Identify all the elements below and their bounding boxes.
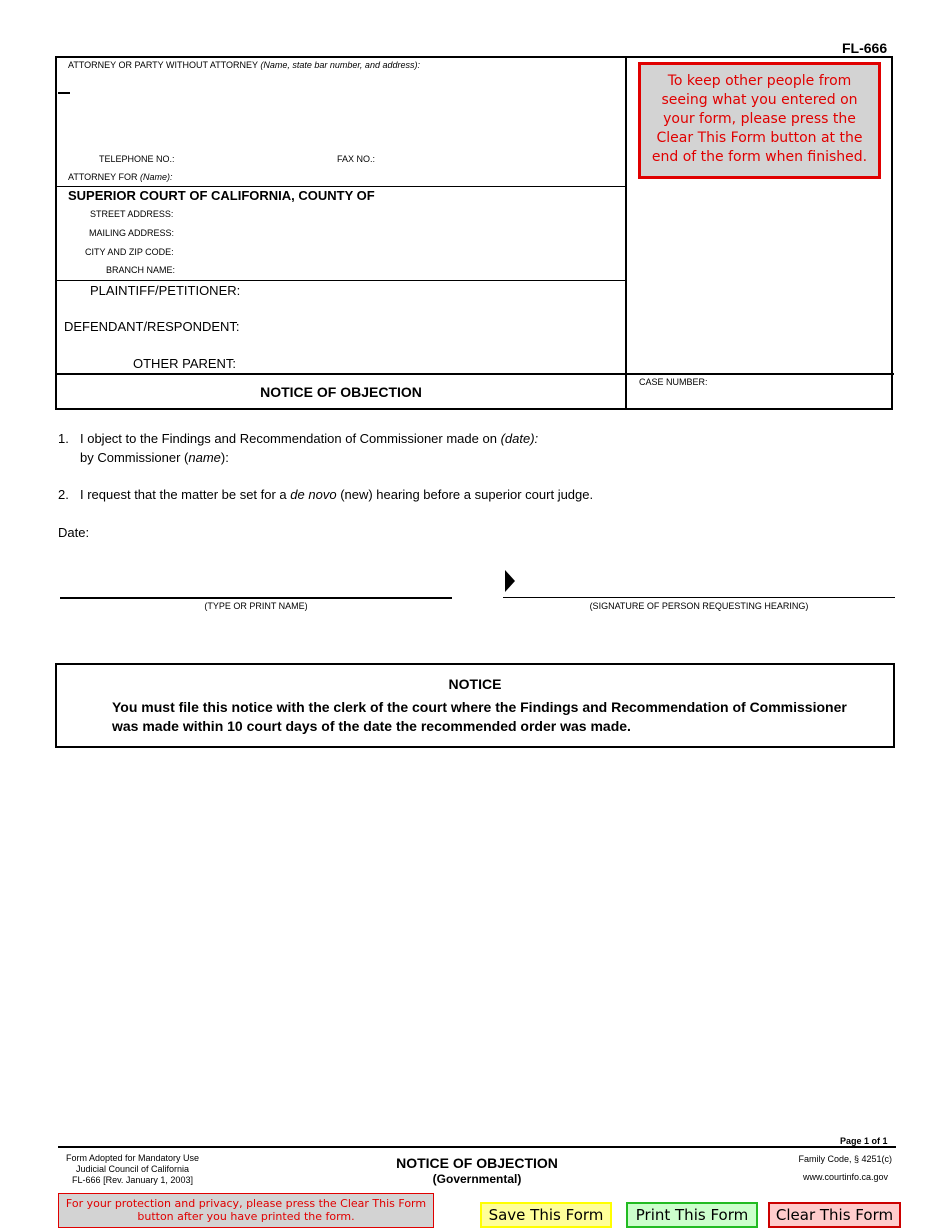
notice-title: NOTICE [448,676,502,692]
print-form-button[interactable]: Print This Form [626,1202,758,1228]
clear-form-button[interactable]: Clear This Form [768,1202,901,1228]
website: www.courtinfo.ca.gov [802,1172,888,1182]
commissioner-name-field[interactable] [244,448,844,464]
plaintiff-label: PLAINTIFF/PETITIONER: [90,283,241,298]
branch-name-field[interactable] [182,262,612,276]
fax-field[interactable] [380,151,610,165]
item-2-number: 2. [58,487,69,502]
statute-reference: Family Code, § 4251(c) [798,1154,892,1164]
save-form-button[interactable]: Save This Form [480,1202,612,1228]
signature-caption: (SIGNATURE OF PERSON REQUESTING HEARING) [589,601,809,611]
plaintiff-field[interactable] [238,282,618,298]
mailing-address-field[interactable] [182,225,612,239]
attorney-for-label: ATTORNEY FOR (Name): [68,172,173,182]
other-parent-field[interactable] [238,355,618,371]
form-number: FL-666 [842,40,888,56]
date-field[interactable] [96,523,296,539]
item-2-text: I request that the matter be set for a de novo (new) hearing before a superior court judge. [80,487,594,502]
print-name-field[interactable] [62,575,450,595]
print-name-line [60,597,452,599]
item-1-text: I object to the Findings and Recommendation of Commissioner made on (date): [80,431,539,446]
street-address-field[interactable] [182,206,612,220]
objection-date-field[interactable] [576,429,876,445]
footer-subtitle: (Governmental) [432,1172,522,1186]
item-1-number: 1. [58,431,69,446]
divider [56,373,894,375]
defendant-field[interactable] [238,318,618,334]
county-field[interactable] [402,186,617,202]
signature-arrow-icon [504,570,516,597]
field-marker [58,92,70,94]
print-name-caption: (TYPE OR PRINT NAME) [204,601,308,611]
notice-text: You must file this notice with the clerk of the court where the Findings and Recommendation of Commissioner was made within 10 court days of the date the recommended order was made. [112,699,847,734]
case-number-label: CASE NUMBER: [639,377,708,387]
privacy-warning: To keep other people from seeing what you entered on your form, please press the Clear This Form button at the end of the form when finished. [638,62,881,179]
signature-line [503,597,895,598]
adopted-block: Form Adopted for Mandatory Use Judicial Council of California FL-666 [Rev. January 1, 2003] [65,1153,200,1185]
telephone-label: TELEPHONE NO.: [99,154,175,164]
street-address-label: STREET ADDRESS: [90,209,174,219]
form-title: NOTICE OF OBJECTION [260,384,422,400]
footer-title: NOTICE OF OBJECTION [396,1155,558,1171]
privacy-notice: For your protection and privacy, please press the Clear This Form button after you have printed the form. [58,1193,434,1228]
defendant-label: DEFENDANT/RESPONDENT: [64,319,240,334]
page-number: Page 1 of 1 [840,1136,888,1146]
attorney-for-field[interactable] [180,169,610,183]
caption-divider [625,56,627,410]
case-number-field[interactable] [640,390,885,406]
attorney-name-address-field[interactable] [72,72,617,150]
item-1-commissioner: by Commissioner (name): [80,450,229,465]
city-zip-field[interactable] [182,244,612,258]
branch-name-label: BRANCH NAME: [106,265,176,275]
divider [56,280,626,281]
city-zip-label: CITY AND ZIP CODE: [85,247,174,257]
footer-rule [58,1146,896,1148]
court-title: SUPERIOR COURT OF CALIFORNIA, COUNTY OF [68,188,375,203]
date-label: Date: [58,525,90,540]
other-parent-label: OTHER PARENT: [133,356,237,371]
mailing-address-label: MAILING ADDRESS: [89,228,175,238]
attorney-label: ATTORNEY OR PARTY WITHOUT ATTORNEY (Name, state bar number, and address): [68,60,420,70]
telephone-field[interactable] [180,151,330,165]
fax-label: FAX NO.: [337,154,376,164]
